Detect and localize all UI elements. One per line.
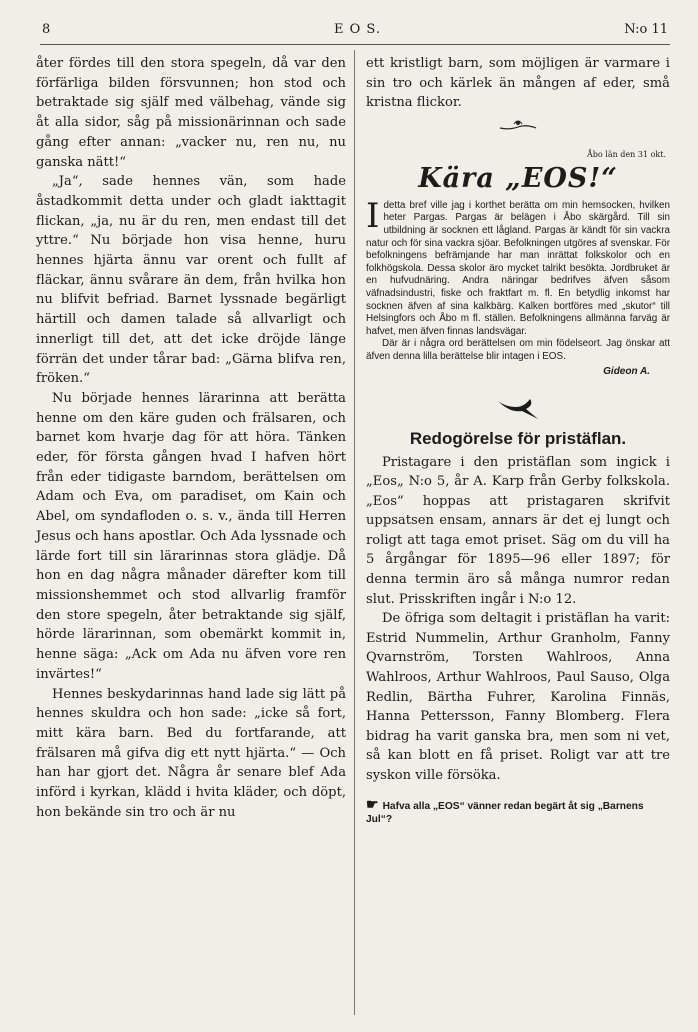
advertisement xyxy=(366,795,670,826)
pointing-hand-icon: ☛ xyxy=(366,795,379,812)
fleuron-ornament xyxy=(366,117,670,136)
story-paragraph: Nu började hennes lärarinna att berätta henne om den käre guden och frälsaren, och barnet kom hvarje dag för att höra. Tänken eder, för första gången hvad I hafven hört från eder tidigaste barndom, berättelsen om Adam och Eva, om paradiset, om Kain och Abel, om syndafloden o. s. v., ända till Herren Jesus och hans apostlar. Och Ada lyssnade och lärde fort till sin lärarinnas stora glädje. Då hon en dag några månader därefter kom till missionshemmet och stod allvarlig framför den store spegeln, åter betraktande sig själf, hörde lärarinnan, som obemärkt kommit in, henne säga: „Ack om Ada nu äfven vore ren invärtes!“ xyxy=(36,390,346,682)
letter-signature: Gideon A. xyxy=(603,365,650,377)
header-rule xyxy=(40,44,670,45)
letter-body xyxy=(366,195,670,364)
right-column xyxy=(366,54,670,826)
story-paragraph: åter fördes till den stora spegeln, då var den förfärliga bilden försvunnen; hon stod och betraktade sig själf med välbehag, vände sig åt alla sidor, såg på missionärinnan och sade gång efter annan: „vacker nu, ren nu, nu ganska nätt!“ xyxy=(36,56,346,170)
report-paragraph: De öfriga som deltagit i pristäflan ha varit: Estrid Nummelin, Arthur Granholm, Fanny Qvarnström, Torsten Wahlroos, Anna Wahlroos, Arthur Wahlroos, Paul Sauso, Olga Redlin, Bärtha Fuhrer, Karolina Finnäs, Hanna Pettersson, Fanny Blomberg. Flera bidrag ha varit ganska bra, men som ni vet, så kan blott en få priset. Roligt var att tre syskon ville försöka. xyxy=(366,611,670,783)
letter-paragraph: Idetta bref ville jag i korthet berätta om min hemsocken, hvilken heter Pargas. Pargas är belägen i Åbo skärgård. Till sin utbildning är socknen ett lågland. Pargas är kändt för sin vackra natur och för sina vackra sjöar. Befolkningen utgöres af svenskar. För befolkningens befrämjande har man inrättat folkskolor och en folkhögskola. Dessa skolor äro mycket talrikt besökta. Jordbruket är en hufvudnäring. Andra näringar bedrifves äfven såsom väfnadsindustri, fiske och fraktfart m. fl. En betydlig inkomst har socknen äfven af sina kalkbärg. Kalken bortföres med „skutor“ till Helsingfors och Åbo m fl. ställen. Befolkningens allmänna farväg är hafvet, men äfven finnas landsvägar. xyxy=(366,195,670,337)
letter-dateline: Åbo län den 31 okt. xyxy=(587,149,666,159)
page-number: 8 xyxy=(42,22,51,37)
swallow-icon xyxy=(496,397,540,423)
report-body xyxy=(366,453,670,786)
story-paragraph: Hennes beskydarinnas hand lade sig lätt på hennes skuldra och hon sade: „icke så fort, mitt kära barn. Bed du fortfarande, att frälsaren må gifva dig ett nytt hjärta.“ — Och han har gjort det. Några år senare blef Ada införd i kyrkan, klädd i hvita kläder, och döpt, hon bekände sin tro och är nu xyxy=(36,686,346,820)
page-header xyxy=(42,20,668,42)
fleuron-icon xyxy=(498,118,538,132)
letter-paragraph: Där är i några ord berättelsen om min födelseort. Jag önskar att äfven denna lilla berättelse blir intagen i EOS. xyxy=(366,338,670,362)
report-title: Redogörelse för pristäflan. xyxy=(409,428,627,448)
issue-number: N:o 11 xyxy=(624,22,668,37)
left-column xyxy=(36,54,346,822)
story-paragraph: „Ja“, sade hennes vän, som hade åstadkommit detta under och gladt iakttagit flickan, „ja, nu är du ren, men endast till det yttre.“ Nu började hon visa henne, huru hennes hjärta ännu var orent och fullt af fläckar, ännu svårare än dem, från hvilka hon nu blifvit befriad. Barnet lyssnade begärligt härtill och damen talade så allvarligt och innerligt till det, att det icke dröjde länge förrän det under tårar bad: „Gärna blifva ren, fröken.“ xyxy=(36,174,346,387)
advertisement-text: Hafva alla „EOS“ vänner redan begärt åt sig „Barnens Jul“? xyxy=(366,800,644,825)
report-paragraph: Pristagare i den pristäflan som ingick i „Eos„ N:o 5, år A. Karp från Gerby folkskola. „Eos“ hoppas att pristagaren skrifvit uppsatsen ensam, annars är det ej lungt och roligt att taga emot priset. Säg om du vill ha 5 årgångar för 1895—96 eller 1897; för denna termin äro så många numror redan slut. Prisskriften ingår i N:o 12. xyxy=(366,454,670,607)
letter-greeting: Kära „EOS!“ xyxy=(418,162,618,194)
column-divider xyxy=(354,50,355,1015)
masthead-title: E O S. xyxy=(334,22,381,37)
story-continuation: ett kristligt barn, som möjligen är varmare i sin tro och kärlek än mången af eder, små kristna flickor. xyxy=(366,56,670,111)
